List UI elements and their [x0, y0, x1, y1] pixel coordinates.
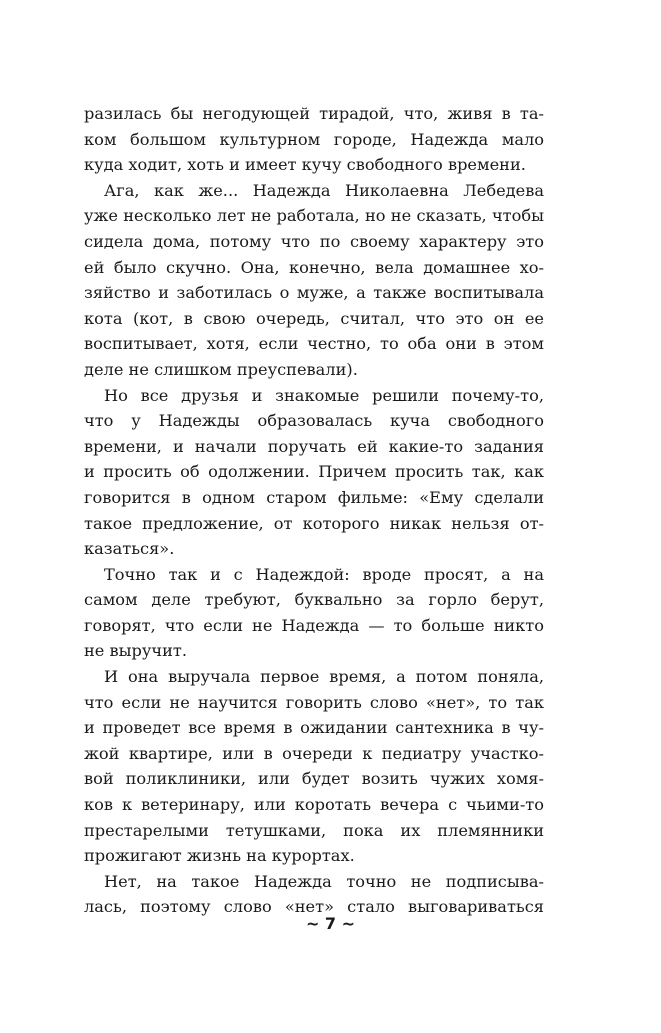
- text-line: что если не научится говорить слово «нет», то так: [84, 692, 544, 712]
- text-line: что у Надежды образовалась куча свободного: [84, 411, 544, 431]
- text-line: казаться».: [84, 539, 175, 559]
- text-line: ей было скучно. Она, конечно, вела домашнее хо-: [84, 257, 544, 277]
- page-number: ~ 7 ~: [305, 914, 356, 933]
- text-line: зяйство и заботилась о муже, а также воспитывала: [84, 283, 544, 303]
- text-line: воспитывает, хотя, если честно, то оба они в этом: [84, 334, 544, 354]
- text-line: вой поликлиники, или будет возить чужих хомя-: [84, 769, 544, 789]
- paragraph-first-line: Но все друзья и знакомые решили почему-то,: [104, 385, 544, 405]
- body-text: [84, 101, 544, 920]
- text-line: говорят, что если не Надежда — то больше никто: [84, 615, 544, 635]
- paragraph-first-line: Нет, на такое Надежда точно не подписыва-: [104, 871, 544, 891]
- text-line: жой квартире, или в очереди к педиатру участко-: [84, 743, 544, 763]
- text-line: сидела дома, потому что по своему характеру это: [84, 231, 544, 251]
- text-line: и просить об одолжении. Причем просить так, как: [84, 462, 544, 482]
- text-line: лась, поэтому слово «нет» стало выговариваться: [84, 897, 544, 917]
- text-line: времени, и начали поручать ей какие-то задания: [84, 436, 544, 456]
- text-line: самом деле требуют, буквально за горло берут,: [84, 590, 544, 610]
- paragraph-first-line: Точно так и с Надеждой: вроде просят, а на: [104, 564, 544, 584]
- text-line: деле не слишком преуспевали).: [84, 359, 358, 379]
- text-line: престарелыми тетушками, пока их племянники: [84, 820, 544, 840]
- text-line: такое предложение, от которого никак нельзя от-: [84, 513, 544, 533]
- paragraph-first-line: И она выручала первое время, а потом поняла,: [104, 667, 544, 687]
- text-line: ков к ветеринару, или коротать вечера с чьими-то: [84, 795, 544, 815]
- text-line: прожигают жизнь на курортах.: [84, 846, 355, 866]
- text-line: и проведет все время в ожидании сантехника в чу-: [84, 718, 544, 738]
- text-line: ком большом культурном городе, Надежда мало: [84, 129, 544, 149]
- text-line: уже несколько лет не работала, но не сказать, чтобы: [84, 206, 544, 226]
- paragraph-first-line: Ага, как же... Надежда Николаевна Лебедева: [104, 180, 544, 200]
- text-line: не выручит.: [84, 641, 187, 661]
- text-line: разилась бы негодующей тирадой, что, живя в та-: [84, 104, 544, 123]
- text-line: кота (кот, в свою очередь, считал, что это он ее: [84, 308, 544, 328]
- text-line: куда ходит, хоть и имеет кучу свободного времени.: [84, 155, 526, 175]
- text-line: говорится в одном старом фильме: «Ему сделали: [84, 487, 544, 507]
